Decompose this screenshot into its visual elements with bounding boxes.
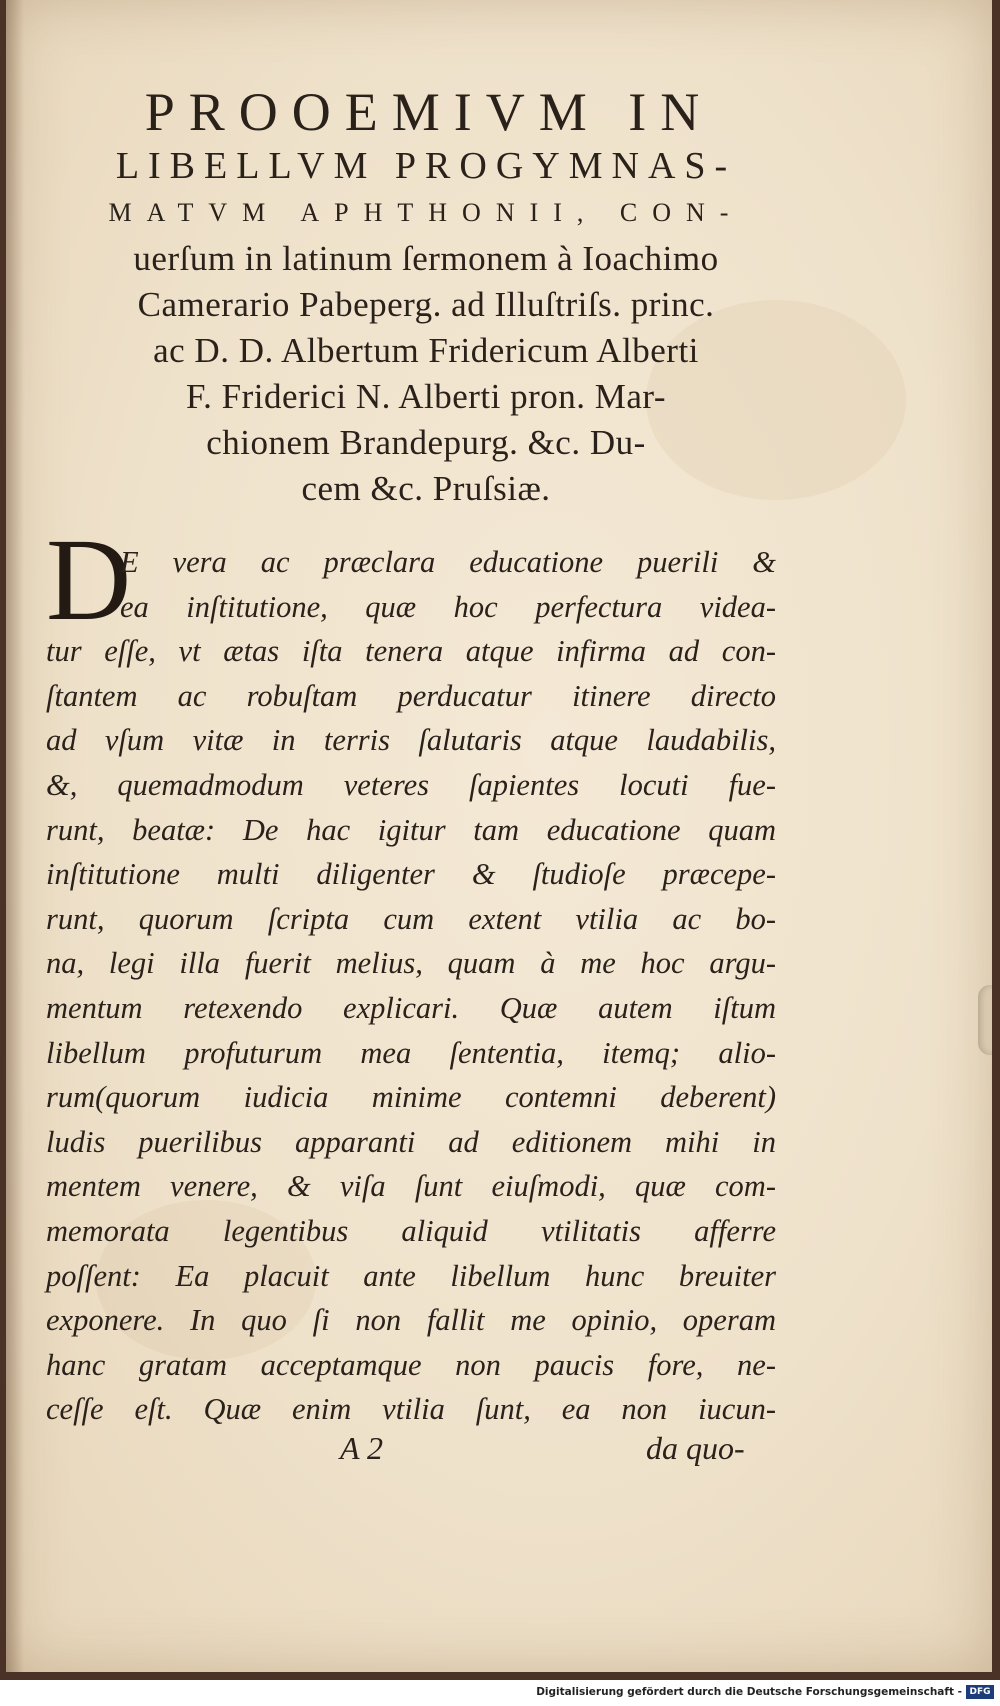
body-line: rum(quorum iudicia minime contemni deberent) — [46, 1080, 776, 1115]
signature-mark: A 2 — [340, 1430, 383, 1466]
dfg-logo: DFG — [966, 1685, 994, 1699]
body-line: inſtitutione multi diligenter & ſtudioſe præcepe- — [46, 857, 776, 892]
body-line: mentum retexendo explicari. Quæ autem iſtum — [46, 990, 776, 1025]
title-line-6: ac D. D. Albertum Fridericum Alberti — [153, 331, 699, 370]
body-line: &, quemadmodum veteres ſapientes locuti fue- — [46, 767, 776, 802]
body-line: libellum profuturum mea ſententia, itemq; alio- — [46, 1035, 776, 1070]
body-line: ceſſe eſt. Quæ enim vtilia ſunt, ea non iucun- — [46, 1392, 776, 1427]
body-line: na, legi illa fuerit melius, quam à me hoc argu- — [46, 946, 776, 981]
body-line: ludis puerilibus apparanti ad editionem mihi in — [46, 1124, 776, 1159]
digitization-footer — [0, 1680, 1000, 1706]
title-line-7: F. Friderici N. Alberti pron. Mar- — [185, 377, 667, 416]
body-line: runt, quorum ſcripta cum extent vtilia ac bo- — [46, 901, 776, 936]
body-paragraph — [46, 540, 776, 1432]
title-line-4: uerſum in latinum ſermonem à Ioachimo — [133, 239, 719, 278]
body-line: ſtantem ac robuſtam perducatur itinere directo — [46, 678, 776, 713]
title-line-3: MATVM APHTHONII, CON- — [108, 198, 744, 227]
body-line: poſſent: Ea placuit ante libellum hunc breuiter — [46, 1258, 776, 1293]
catchword: da quo- — [646, 1430, 745, 1466]
title-line-1: PROOEMIVM IN — [144, 82, 714, 142]
title-line-5: Camerario Pabeperg. ad Illuſtriſs. princ. — [137, 285, 715, 324]
body-line: memorata legentibus aliquid vtilitatis afferre — [46, 1213, 776, 1248]
body-line: ad vſum vitæ in terris ſalutaris atque laudabilis, — [46, 723, 776, 758]
funding-credit: Digitalisierung gefördert durch die Deutsche Forschungsgemeinschaft - — [536, 1686, 962, 1698]
body-line: hanc gratam acceptamque non paucis fore, ne- — [46, 1347, 776, 1382]
book-page — [6, 0, 992, 1672]
body-line: tur eſſe, vt ætas iſta tenera atque infirma ad con- — [46, 634, 776, 669]
page-edge-tab — [978, 985, 992, 1055]
body-line: exponere. In quo ſi non fallit me opinio, operam — [46, 1303, 776, 1338]
body-line: runt, beatæ: De hac igitur tam educatione quam — [46, 812, 776, 847]
title-line-2: LIBELLVM PROGYMNAS- — [115, 145, 737, 187]
page-gutter-shadow — [6, 0, 24, 1672]
title-line-8: chionem Brandepurg. &c. Du- — [206, 423, 646, 462]
title-line-9: cem &c. Pruſsiæ. — [301, 469, 551, 508]
body-line: E vera ac præclara educatione puerili & — [120, 545, 776, 579]
body-line: ea inſtitutione, quæ hoc perfectura videa- — [120, 589, 776, 624]
body-line: mentem venere, & viſa ſunt eiuſmodi, quæ com- — [46, 1169, 776, 1204]
page-title — [36, 82, 816, 512]
drop-cap-initial: D — [46, 514, 132, 645]
